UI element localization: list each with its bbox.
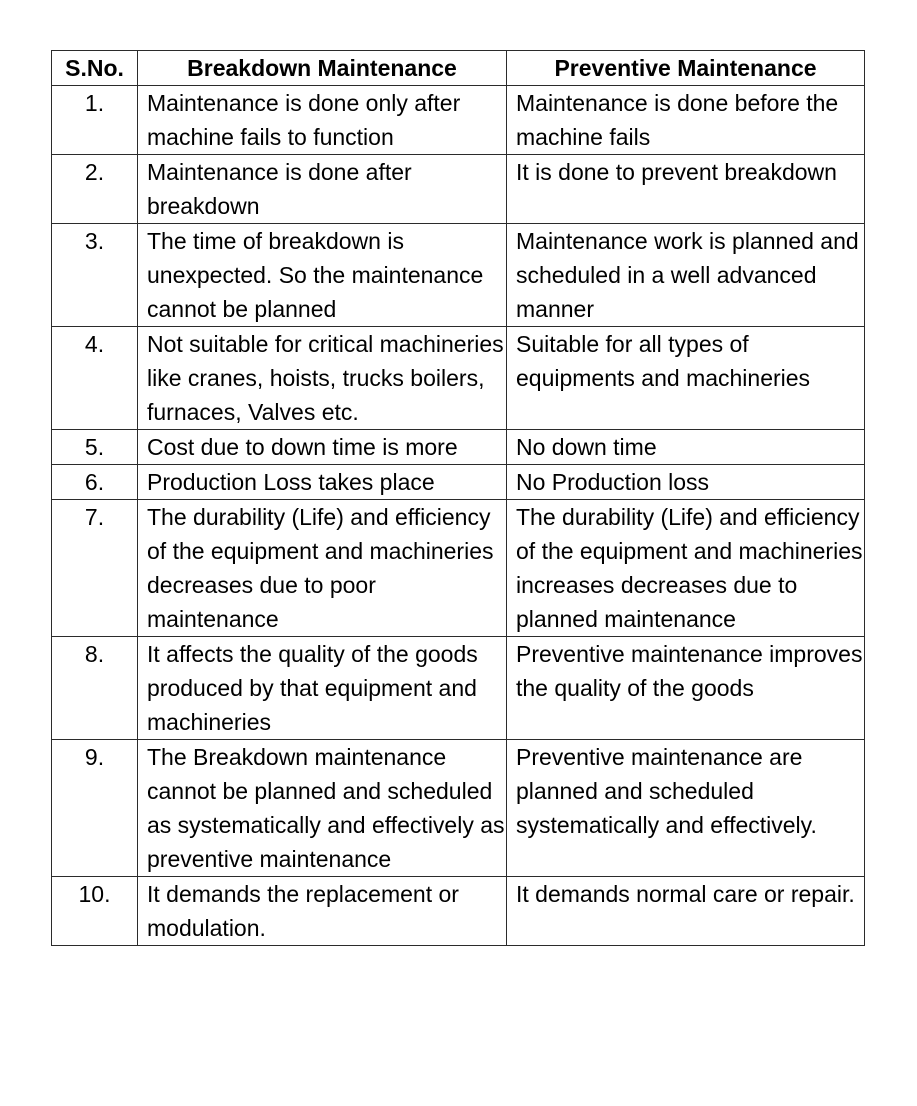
breakdown-cell: Maintenance is done after breakdown — [138, 155, 507, 224]
breakdown-cell: It affects the quality of the goods produced by that equipment and machineries — [138, 637, 507, 740]
breakdown-cell: The durability (Life) and efficiency of the equipment and machineries decreases due to poor maintenance — [138, 500, 507, 637]
breakdown-cell: It demands the replacement or modulation. — [138, 877, 507, 946]
table-row — [52, 500, 865, 637]
row-number: 7. — [52, 500, 138, 637]
row-number: 10. — [52, 877, 138, 946]
breakdown-cell: Maintenance is done only after machine fails to function — [138, 86, 507, 155]
row-number: 8. — [52, 637, 138, 740]
preventive-cell: It is done to prevent breakdown — [507, 155, 865, 224]
table-row — [52, 430, 865, 465]
row-number: 1. — [52, 86, 138, 155]
preventive-cell: No down time — [507, 430, 865, 465]
header-breakdown-maintenance: Breakdown Maintenance — [138, 51, 507, 86]
breakdown-cell: Production Loss takes place — [138, 465, 507, 500]
row-number: 9. — [52, 740, 138, 877]
header-sno: S.No. — [52, 51, 138, 86]
breakdown-cell: The Breakdown maintenance cannot be planned and scheduled as systematically and effectively as preventive maintenance — [138, 740, 507, 877]
header-row — [52, 51, 865, 86]
table-row — [52, 327, 865, 430]
row-number: 6. — [52, 465, 138, 500]
table-row — [52, 155, 865, 224]
comparison-table — [51, 50, 865, 946]
table-row — [52, 740, 865, 877]
header-preventive-maintenance: Preventive Maintenance — [507, 51, 865, 86]
table-row — [52, 465, 865, 500]
row-number: 2. — [52, 155, 138, 224]
breakdown-cell: Not suitable for critical machineries like cranes, hoists, trucks boilers, furnaces, Valves etc. — [138, 327, 507, 430]
breakdown-cell: Cost due to down time is more — [138, 430, 507, 465]
preventive-cell: Preventive maintenance improves the quality of the goods — [507, 637, 865, 740]
breakdown-cell: The time of breakdown is unexpected. So the maintenance cannot be planned — [138, 224, 507, 327]
preventive-cell: Preventive maintenance are planned and scheduled systematically and effectively. — [507, 740, 865, 877]
preventive-cell: The durability (Life) and efficiency of the equipment and machineries increases decreases due to planned maintenance — [507, 500, 865, 637]
table-row — [52, 86, 865, 155]
row-number: 3. — [52, 224, 138, 327]
preventive-cell: No Production loss — [507, 465, 865, 500]
table-row — [52, 224, 865, 327]
preventive-cell: It demands normal care or repair. — [507, 877, 865, 946]
row-number: 4. — [52, 327, 138, 430]
preventive-cell: Suitable for all types of equipments and machineries — [507, 327, 865, 430]
table-row — [52, 877, 865, 946]
preventive-cell: Maintenance is done before the machine fails — [507, 86, 865, 155]
table-row — [52, 637, 865, 740]
preventive-cell: Maintenance work is planned and scheduled in a well advanced manner — [507, 224, 865, 327]
row-number: 5. — [52, 430, 138, 465]
